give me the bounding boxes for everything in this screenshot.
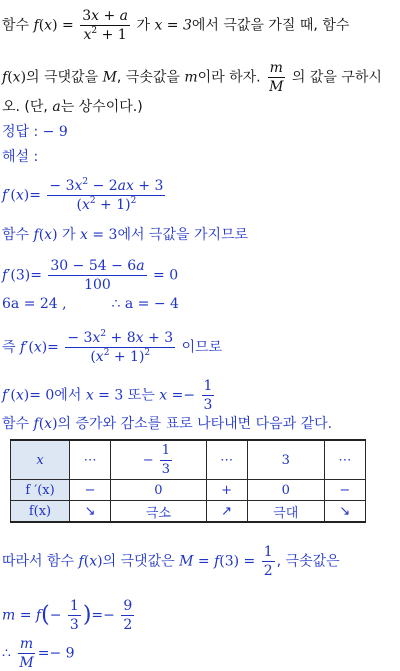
problem-var-M: M bbox=[102, 69, 117, 86]
conclusion-ttaraseo: 따라서 함수 bbox=[2, 553, 75, 570]
final-line: ∴ $\frac{m}{M}$ =− 9 bbox=[2, 636, 75, 671]
min-value-line: m = f(− $\frac{1}{3}$ )=− $\frac{9}{2}$ bbox=[2, 598, 133, 633]
m-over-M-fraction: $\frac{m}{M}$ bbox=[269, 60, 284, 95]
a-solve-line bbox=[2, 295, 179, 313]
derivative-line: f′(x)= $\frac{- 3x^2 - 2ax + 3}{(x^2 + 1)^2}$ bbox=[2, 177, 164, 213]
table-fprime-cell: + bbox=[206, 480, 247, 501]
table-intro-label: 의 증가와 감소를 표로 나타내면 다음과 같다. bbox=[57, 416, 333, 432]
solution-label: 해설 : bbox=[2, 149, 39, 165]
problem-line-1: 함수 f(x) = $\frac{3x + a}{x^2 + 1}$ 가 x = 3에서 극값을 가질 때, 함수 bbox=[2, 8, 350, 43]
table-f-row bbox=[11, 501, 366, 523]
problem-var-m: m bbox=[184, 69, 198, 86]
table-f-max-label: 극대 bbox=[247, 501, 324, 523]
solution-label-line bbox=[2, 148, 38, 166]
final-m-over-M: $\frac{m}{M}$ bbox=[19, 636, 34, 671]
table-head-dots-1: ⋯ bbox=[70, 440, 111, 480]
jeuk-line: 즉 f′(x)= $\frac{- 3x^2 + 8x + 3}{(x^2 + 1)^2}$ 이므로 bbox=[2, 329, 223, 365]
one-third-fraction: $\frac{1}{3}$ bbox=[203, 378, 213, 413]
table-intro-line: 함수 f(x)의 증가와 감소를 표로 나타내면 다음과 같다. bbox=[2, 416, 333, 432]
table-f-min-label: 극소 bbox=[111, 501, 206, 523]
table-fprime-cell: − bbox=[70, 480, 111, 501]
decreasing-arrow-icon: ↘ bbox=[324, 501, 365, 523]
problem-x-eq-3: x = 3 bbox=[154, 17, 192, 34]
variation-table bbox=[10, 439, 366, 523]
condition-end: 에서 극값을 가지므로 bbox=[117, 227, 249, 243]
problem-const: 는 상수이다.) bbox=[60, 99, 143, 115]
table-head-dots-3: ⋯ bbox=[324, 440, 365, 480]
problem-ga: 가 bbox=[136, 17, 150, 34]
table-header-row bbox=[11, 440, 366, 480]
conclusion-maxval: 의 극댓값은 bbox=[102, 553, 175, 570]
answer-label: 정답 : bbox=[2, 124, 39, 140]
fprime3-fraction: $\frac{30 - 54 - 6a}{100}$ bbox=[50, 258, 145, 293]
nine-halves-fraction: $\frac{9}{2}$ bbox=[123, 598, 133, 633]
table-fprime-cell: 0 bbox=[111, 480, 206, 501]
eq-6a: 6a = 24 , bbox=[2, 296, 67, 312]
table-fprime-cell: − bbox=[324, 480, 365, 501]
derivative-sub-fraction: $\frac{- 3x^2 + 8x + 3}{(x^2 + 1)^2}$ bbox=[67, 329, 174, 365]
eseo-label: 에서 bbox=[54, 387, 82, 404]
roots-line: f′(x)= 0에서 x = 3 또는 x =− $\frac{1}{3}$ bbox=[2, 378, 213, 413]
problem-end: 오. (단, bbox=[2, 99, 48, 115]
table-f-label: f(x) bbox=[11, 501, 70, 523]
table-head-three: 3 bbox=[247, 440, 324, 480]
fprime3-line: f′(3)= $\frac{30 - 54 - 6a}{100}$ = 0 bbox=[2, 258, 179, 293]
problem-ask: 의 값을 구하시 bbox=[291, 69, 382, 86]
table-fprime-cell: 0 bbox=[247, 480, 324, 501]
condition-ga: 가 bbox=[62, 227, 76, 243]
problem-line-3 bbox=[2, 98, 143, 116]
eq-therefore-a: ∴ a = − 4 bbox=[111, 296, 179, 312]
problem-minval: , 극솟값을 bbox=[116, 69, 180, 86]
decreasing-arrow-icon: ↘ bbox=[70, 501, 111, 523]
increasing-arrow-icon: ↗ bbox=[206, 501, 247, 523]
table-fprime-row bbox=[11, 480, 366, 501]
imeuro-label: 이므로 bbox=[181, 339, 223, 356]
problem-let: 이라 하자. bbox=[197, 69, 261, 86]
table-head-x: x bbox=[11, 440, 70, 480]
problem-var-a: a bbox=[52, 99, 61, 115]
table-fprime-label: f ′(x) bbox=[11, 480, 70, 501]
table-head-neg-one-third: − $\frac{1}{3}$ bbox=[111, 440, 206, 480]
derivative-fraction: $\frac{- 3x^2 - 2ax + 3}{(x^2 + 1)^2}$ bbox=[49, 177, 164, 213]
problem-condition: 에서 극값을 가질 때, 함수 bbox=[191, 17, 350, 34]
conclusion-minval: , 극솟값은 bbox=[276, 553, 340, 570]
conclusion-line: 따라서 함수 f(x)의 극댓값은 M = f(3) = $\frac{1}{2}$ , 극솟값은 bbox=[2, 544, 340, 579]
table-head-dots-2: ⋯ bbox=[206, 440, 247, 480]
ttoneun-label: 또는 bbox=[127, 387, 155, 404]
fx-fraction: $\frac{3x + a}{x^2 + 1}$ bbox=[82, 8, 129, 43]
problem-maxval: 의 극댓값을 bbox=[26, 69, 99, 86]
jeuk-label: 즉 bbox=[2, 339, 16, 356]
condition-line: 함수 f(x) 가 x = 3에서 극값을 가지므로 bbox=[2, 227, 249, 243]
answer-value: − 9 bbox=[42, 124, 68, 140]
condition-hamsu: 함수 bbox=[2, 227, 30, 243]
problem-hamsu: 함수 bbox=[2, 17, 30, 34]
one-half-fraction: $\frac{1}{2}$ bbox=[263, 544, 273, 579]
problem-line-2: f(x)의 극댓값을 M, 극솟값을 m이라 하자. $\frac{m}{M}$ 의 값을 구하시 bbox=[2, 60, 382, 95]
answer-line bbox=[2, 123, 68, 141]
